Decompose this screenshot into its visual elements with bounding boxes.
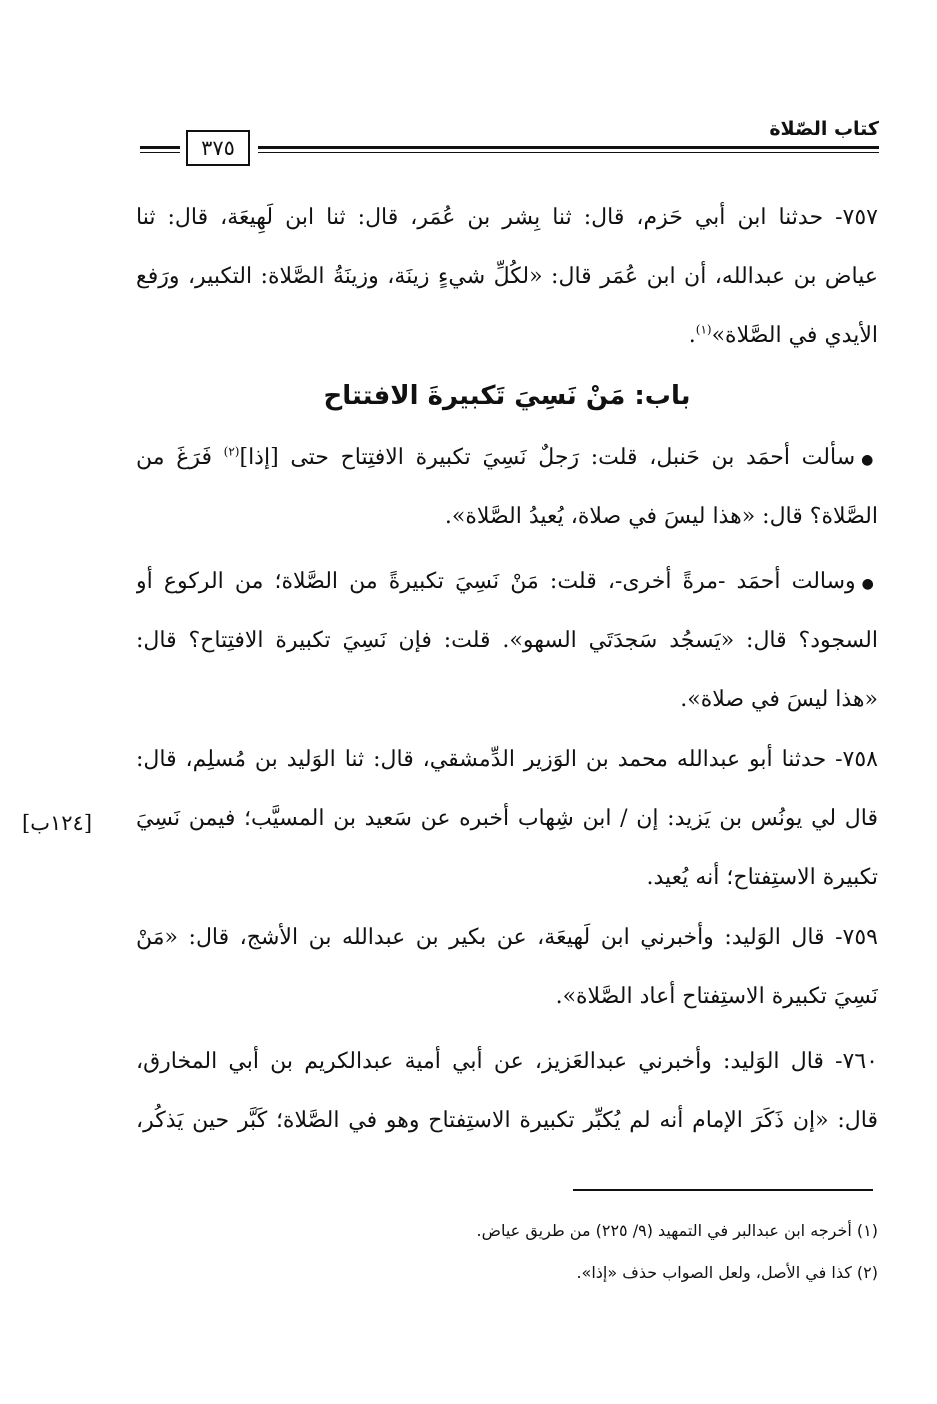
question-1 (136, 428, 878, 546)
hadith-760 (136, 1032, 878, 1150)
page-number: ٣٧٥ (186, 130, 250, 166)
header-rule-left-thin (140, 152, 180, 153)
bullet-icon: ● (861, 576, 878, 592)
hadith-760-line-2: قال: «إن ذَكَرَ الإمام أنه لم يُكبِّر تكبيرة الاستِفتاح وهو في الصَّلاة؛ كَبَّر حين يَذكُر، (136, 1108, 878, 1133)
hadith-759-line-2: نَسِيَ تكبيرة الاستِفتاح أعاد الصَّلاة». (555, 984, 878, 1009)
question-1-line-1 (136, 428, 878, 487)
question-2-line-1 (136, 552, 878, 611)
bullet-icon: ● (861, 452, 878, 468)
hadith-759 (136, 908, 878, 1026)
hadith-757 (136, 188, 878, 365)
footnote-ref-2: (٢) (223, 444, 240, 459)
footnote-1: (١) أخرجه ابن عبدالبر في التمهيد (٩/ ٢٢٥) من طريق عياض. (476, 1221, 878, 1240)
hadith-757-end: . (688, 323, 696, 348)
question-1-line-2: الصَّلاة؟ قال: «هذا ليسَ في صلاة، يُعيدُ الصَّلاة». (444, 504, 878, 529)
hadith-759-line-1: ٧٥٩- قال الوَليد: وأخبرني ابن لَهيعَة، عن بكير بن عبدالله بن الأشج، قال: «مَنْ (136, 925, 878, 950)
footnote-2: (٢) كذا في الأصل، ولعل الصواب حذف «إذا». (576, 1263, 878, 1282)
footnotes (136, 1210, 878, 1294)
question-1-line-1-end: فَرَغَ من (136, 445, 212, 470)
footnote-ref-1: (١) (695, 322, 712, 337)
header-rule-right (258, 146, 879, 149)
hadith-758-line-2: قال لي يونُس بن يَزيد: إن / ابن شِهاب أخبره عن سَعيد بن المسيَّب؛ فيمن نَسِيَ (136, 806, 878, 831)
hadith-757-line-2: عياض بن عبدالله، أن ابن عُمَر قال: «لكُلِّ شيءٍ زينَة، وزينَةُ الصَّلاة: التكبير، ورَفع (136, 264, 878, 289)
hadith-760-line-1: ٧٦٠- قال الوَليد: وأخبرني عبدالعَزيز، عن أبي أمية عبدالكريم بن أبي المخارق، (136, 1049, 878, 1074)
hadith-758-line-3: تكبيرة الاستِفتاح؛ أنه يُعيد. (646, 865, 878, 890)
header-rule-right-thin (258, 152, 879, 153)
chapter-title: كتاب الصّلاة (769, 118, 879, 140)
hadith-758 (136, 730, 878, 907)
hadith-758-line-1: ٧٥٨- حدثنا أبو عبدالله محمد بن الوَزير الدِّمشقي، قال: ثنا الوَليد بن مُسلِم، قال: (136, 747, 878, 772)
question-1-line-1-text: سألت أحمَد بن حَنبل، قلت: رَجلٌ نَسِيَ تكبيرة الافتِتاح حتى [إذا] (239, 445, 856, 470)
hadith-757-line-1: ٧٥٧- حدثنا ابن أبي حَزم، قال: ثنا بِشر بن عُمَر، قال: ثنا ابن لَهِيعَة، قال: ثنا (136, 205, 878, 230)
question-2 (136, 552, 878, 729)
manuscript-folio-ref: [١٢٤ب] (22, 811, 93, 835)
header-rule-left (140, 146, 180, 149)
question-2-line-1-text: وسالت أحمَد -مرةً أخرى-، قلت: مَنْ نَسِيَ تكبيرةً من الصَّلاة؛ من الركوع أو (136, 569, 856, 594)
hadith-757-line-3-text: الأيدي في الصَّلاة» (711, 323, 878, 348)
question-2-line-3: «هذا ليسَ في صلاة». (680, 687, 878, 712)
hadith-757-line-3 (136, 306, 878, 365)
section-heading: باب: مَنْ نَسِيَ تَكبيرةَ الافتتاح (323, 381, 691, 411)
footnote-separator (573, 1189, 873, 1191)
question-2-line-2: السجود؟ قال: «يَسجُد سَجدَتَي السهو». قلت: فإن نَسِيَ تكبيرة الافتِتاح؟ قال: (136, 628, 878, 653)
